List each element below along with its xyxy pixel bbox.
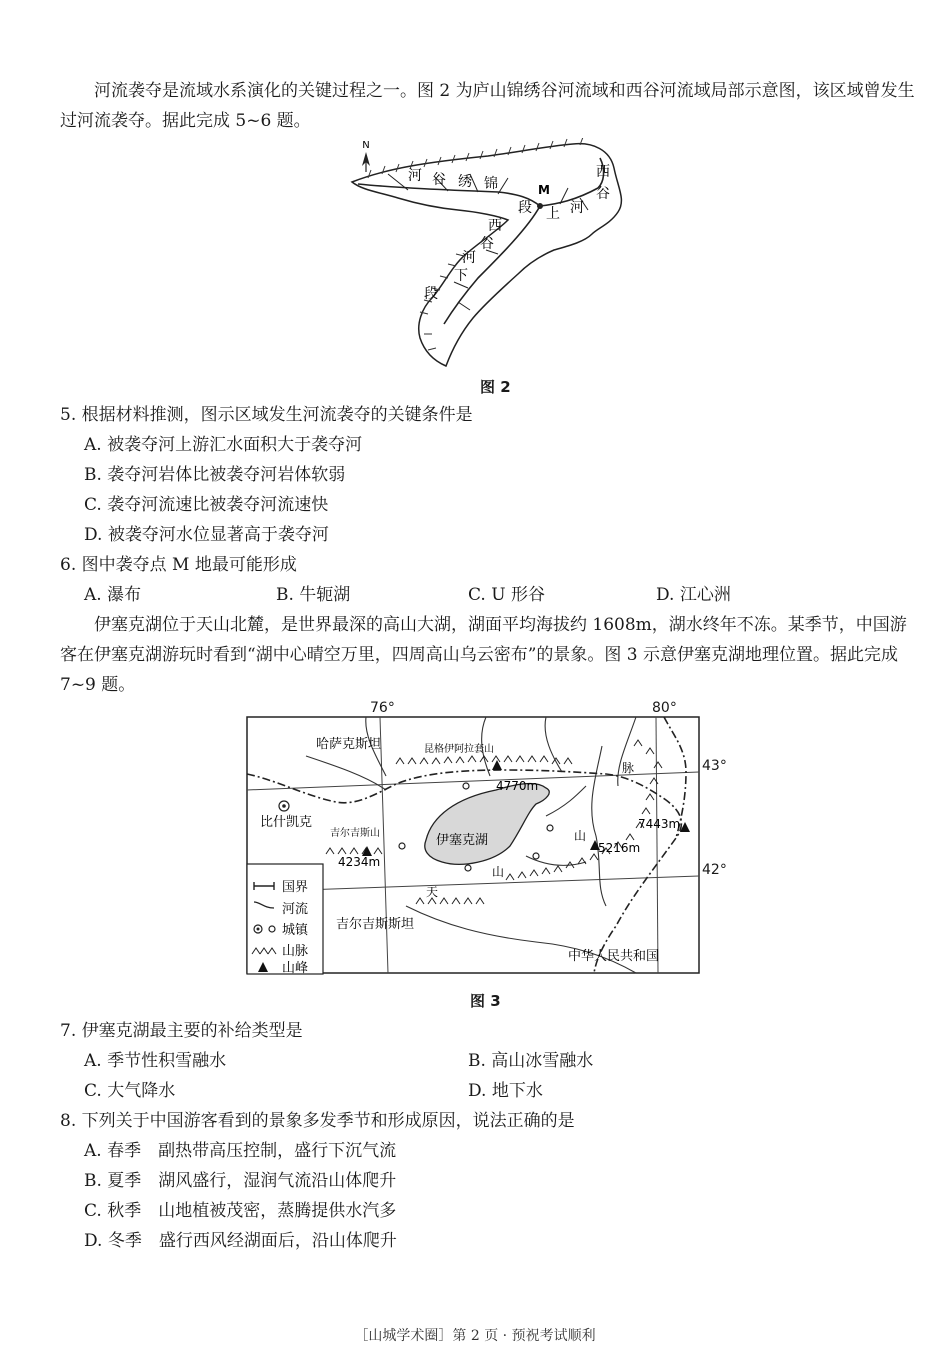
- q5-option-b: B. 袭夺河岩体比被袭夺河岩体软弱: [84, 465, 346, 485]
- figure-3-caption: 图 3: [470, 992, 501, 1010]
- legend-town-label: 城镇: [282, 923, 309, 938]
- figure-3-map: [246, 716, 716, 976]
- label-bishkek: 比什凯克: [260, 815, 313, 830]
- label-gu-1: 谷: [596, 186, 610, 202]
- label-xia: 下: [454, 268, 468, 284]
- label-gu: 谷: [432, 172, 446, 188]
- figure-2-map: [348, 138, 638, 370]
- page-footer: ［山城学术圈］第 2 页 · 预祝考试顺利: [354, 1328, 596, 1344]
- q7-option-d: D. 地下水: [468, 1081, 543, 1101]
- label-peak-4770: 4770m: [496, 779, 539, 793]
- label-gu-2: 谷: [480, 236, 494, 252]
- lat-43-label: 43°: [702, 758, 727, 774]
- intro-paragraph-2: 伊塞克湖位于天山北麓，是世界最深的高山大湖，湖面平均海拔约 1608m，湖水终年不冻。某季节，中国游客在伊塞克湖游玩时看到“湖中心晴空万里，四周高山乌云密布”的景象。图 3 示意伊塞克湖地理位置。据此完成 7~9 题。: [60, 615, 907, 695]
- legend-peak-label: 山峰: [282, 961, 309, 976]
- q8-option-c: C. 秋季 山地植被茂密，蒸腾提供水汽多: [84, 1201, 397, 1221]
- label-peak-7443: 7443m: [638, 817, 681, 831]
- legend-river-label: 河流: [282, 902, 309, 917]
- label-issyk-kul: 伊塞克湖: [436, 833, 489, 848]
- label-tian: 天: [426, 885, 439, 899]
- label-china: 中华人民共和国: [568, 949, 660, 964]
- q6-option-c: C. U 形谷: [468, 585, 545, 605]
- q5-stem: 5. 根据材料推测，图示区域发生河流袭夺的关键条件是: [60, 405, 473, 425]
- xigu-upper-river: [540, 158, 604, 206]
- legend-range-label: 山脉: [282, 944, 309, 959]
- q8-option-d: D. 冬季 盛行西风经湖面后，沿山体爬升: [84, 1231, 397, 1251]
- q8-stem: 8. 下列关于中国游客看到的景象多发季节和形成原因，说法正确的是: [60, 1111, 575, 1131]
- q5-option-a: A. 被袭夺河上游汇水面积大于袭夺河: [84, 435, 363, 455]
- label-duan-1: 段: [518, 200, 532, 216]
- q7-option-b: B. 高山冰雪融水: [468, 1051, 594, 1071]
- label-jin: 锦: [484, 176, 498, 192]
- label-shan-1: 山: [574, 829, 587, 843]
- label-kazakhstan: 哈萨克斯坦: [316, 737, 382, 752]
- label-peak-5216: 5216m: [598, 841, 641, 855]
- label-he-2: 河: [570, 200, 584, 216]
- lon-80-label: 80°: [652, 700, 677, 716]
- figure-2-caption: 图 2: [480, 378, 511, 396]
- label-he: 河: [408, 168, 422, 184]
- q7-option-a: A. 季节性积雪融水: [84, 1051, 227, 1071]
- label-kungei-range: 昆格伊阿拉套山: [424, 744, 494, 755]
- q7-stem: 7. 伊塞克湖最主要的补给类型是: [60, 1021, 303, 1041]
- label-kyrgyzstan: 吉尔吉斯斯坦: [336, 917, 415, 932]
- north-label: N: [362, 140, 370, 151]
- q6-option-d: D. 江心洲: [656, 585, 731, 605]
- point-m-marker: [537, 203, 543, 209]
- label-peak-4234: 4234m: [338, 855, 381, 869]
- q8-option-b: B. 夏季 湖风盛行，湿润气流沿山体爬升: [84, 1171, 397, 1191]
- label-xi-1: 西: [596, 164, 610, 180]
- label-xi-2: 西: [488, 218, 502, 234]
- label-shan-2: 山: [492, 865, 505, 879]
- q7-option-c: C. 大气降水: [84, 1081, 176, 1101]
- label-xiu: 绣: [458, 174, 472, 190]
- legend-border-label: 国界: [282, 880, 309, 895]
- intro-paragraph-1: 河流袭夺是流域水系演化的关键过程之一。图 2 为庐山锦绣谷河流域和西谷河流域局部示意图，该区域曾发生过河流袭夺。据此完成 5~6 题。: [60, 81, 915, 131]
- q8-option-a: A. 春季 副热带高压控制，盛行下沉气流: [84, 1141, 397, 1161]
- label-duan-2: 段: [424, 286, 438, 302]
- label-shang: 上: [546, 206, 560, 222]
- q6-option-a: A. 瀑布: [84, 585, 142, 605]
- q6-option-b: B. 牛轭湖: [276, 585, 351, 605]
- lon-76-label: 76°: [370, 700, 395, 716]
- label-he-3: 河: [462, 250, 476, 266]
- lat-42-label: 42°: [702, 862, 727, 878]
- label-kyrgyz-range: 吉尔吉斯山: [330, 828, 380, 839]
- q5-option-d: D. 被袭夺河水位显著高于袭夺河: [84, 525, 329, 545]
- label-m: M: [538, 183, 550, 197]
- q5-option-c: C. 袭夺河流速比被袭夺河流速快: [84, 495, 329, 515]
- q6-stem: 6. 图中袭夺点 M 地最可能形成: [60, 555, 297, 575]
- label-mai: 脉: [622, 761, 635, 775]
